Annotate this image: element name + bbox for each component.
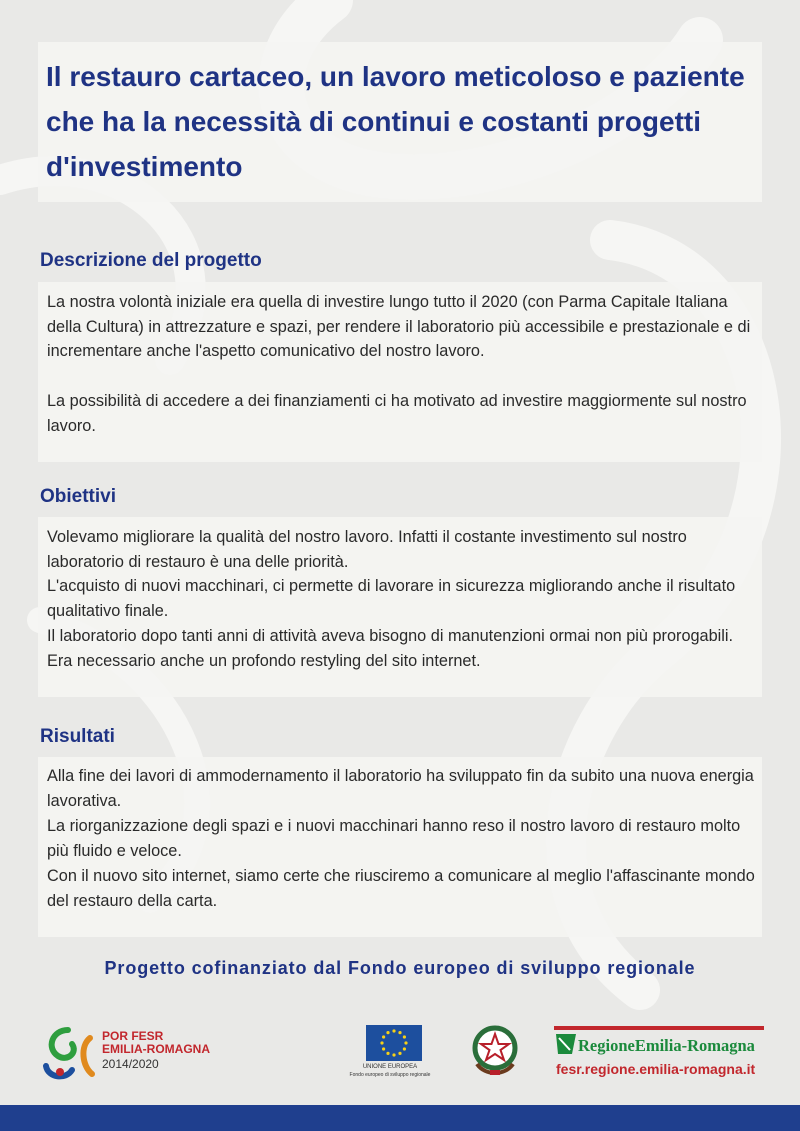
- objectives-paragraph: Volevamo migliorare la qualità del nostro lavoro. Infatti il costante investimento sul nostro laboratorio di restauro è una delle priorità.: [47, 528, 687, 571]
- eu-logo: [330, 1022, 450, 1082]
- por-years: 2014/2020: [102, 1057, 159, 1071]
- por-fesr-label: [102, 1030, 210, 1056]
- footer-bar: [0, 1105, 800, 1131]
- eu-flag-icon: [366, 1025, 422, 1061]
- description-paragraph: La nostra volontà iniziale era quella di investire lungo tutto il 2020 (con Parma Capitale Italiana della Cultura) in attrezzature e spazi, per rendere il laboratorio più accessibile e prestazionale e di incrementare anche l'aspetto comunicativo del nostro lavoro.: [47, 293, 751, 361]
- italian-republic-emblem-icon: [467, 1020, 523, 1080]
- objectives-paragraph: L'acquisto di nuovi macchinari, ci permette di lavorare in sicurezza migliorando anche il risultato qualitativo finale.: [47, 577, 736, 620]
- por-region-line: EMILIA-ROMAGNA: [102, 1042, 210, 1056]
- section-heading-obiettivi: Obiettivi: [40, 486, 117, 507]
- regione-name: RegioneEmilia-Romagna: [578, 1036, 755, 1055]
- results-paragraph: Alla fine dei lavori di ammodernamento il laboratorio ha sviluppato fin da subito una nuova energia lavorativa.: [47, 767, 754, 810]
- description-paragraph: La possibilità di accedere a dei finanziamenti ci ha motivato ad investire maggiormente sul nostro lavoro.: [47, 392, 747, 435]
- eu-label: UNIONE EUROPEA: [362, 1064, 418, 1070]
- objectives-paragraph: Il laboratorio dopo tanti anni di attività aveva bisogno di manutenzioni ormai non più prorogabili. Era necessario anche un profondo restyling del sito internet.: [47, 627, 734, 670]
- section-heading-risultati: Risultati: [40, 726, 115, 747]
- results-paragraph: La riorganizzazione degli spazi e i nuovi macchinari hanno reso il nostro lavoro di restauro molto più fluido e veloce.: [47, 817, 741, 860]
- page-title: Il restauro cartaceo, un lavoro meticoloso e paziente che ha la necessità di continui e costanti progetti d'investimento: [46, 61, 745, 182]
- section-heading-descrizione: Descrizione del progetto: [40, 250, 262, 271]
- por-fesr-logo: [38, 1022, 228, 1082]
- results-paragraph: Con il nuovo sito internet, siamo certe che riusciremo a comunicare al meglio l'affascinante mondo del restauro della carta.: [47, 867, 755, 910]
- por-fesr-line: POR FESR: [102, 1029, 164, 1043]
- por-swirl-icon: [38, 1022, 98, 1082]
- cofinanced-statement: Progetto cofinanziato dal Fondo europeo di sviluppo regionale: [104, 958, 696, 978]
- regione-emilia-romagna-logo: [550, 1022, 770, 1082]
- eu-fund-label: Fondo europeo di sviluppo regionale: [349, 1072, 431, 1078]
- regione-website-link[interactable]: fesr.regione.emilia-romagna.it: [556, 1061, 756, 1077]
